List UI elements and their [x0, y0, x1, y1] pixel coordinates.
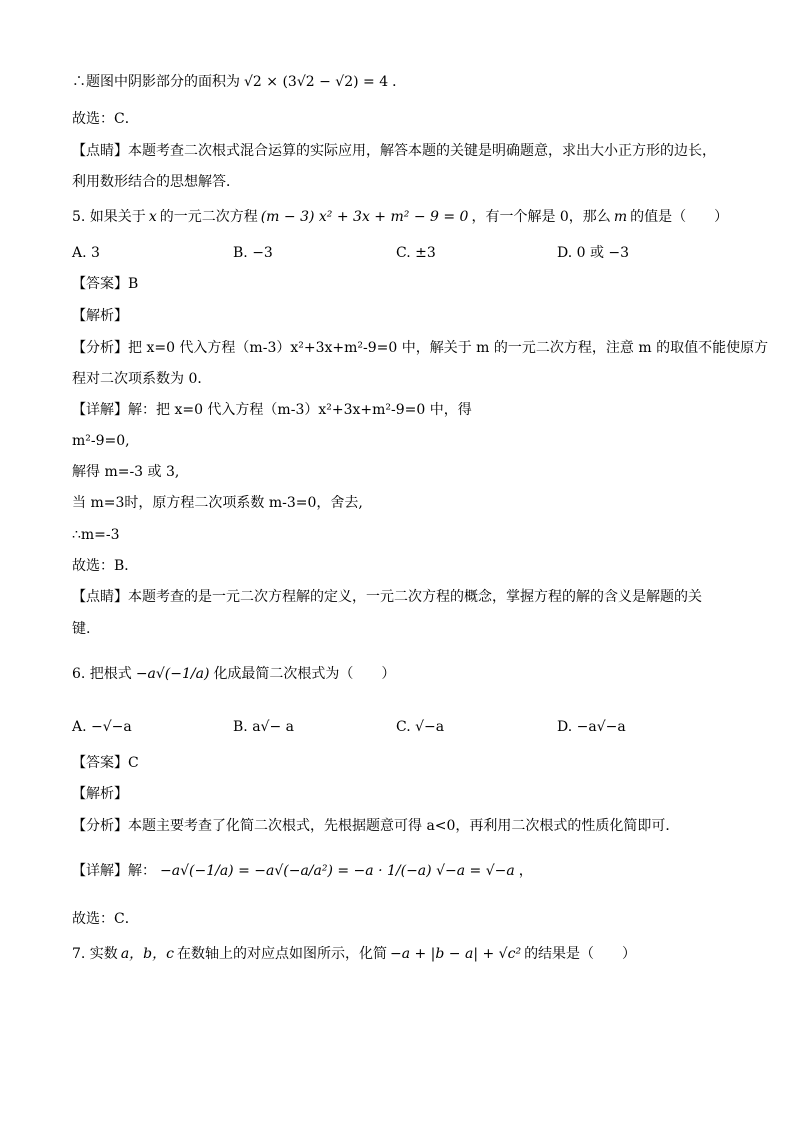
q5-analysis-tag: 【解析】 [72, 308, 128, 324]
q7-stem: 7. 实数 a，b，c 在数轴上的对应点如图所示，化简 −a + |b − a| + √c² 的结果是（ ） [72, 946, 637, 962]
q5-fenxi-1: 【分析】把 x=0 代入方程（m-3）x²+3x+m²-9=0 中，解关于 m 的一元二次方程，注意 m 的取值不能使原方 [72, 340, 769, 356]
q5-stem: 5. 如果关于 x 的一元二次方程 (m − 3) x² + 3x + m² − 9 = 0 ，有一个解是 0，那么 m 的值是（ ） [72, 209, 729, 225]
q5-step-1: m²-9=0, [72, 433, 130, 449]
q6-answer: 【答案】C [72, 755, 139, 771]
q6-analysis-tag: 【解析】 [72, 786, 128, 802]
q6-xiangjie: 【详解】解： −a√(−1/a) = −a√(−a/a²) = −a · 1/(−a) √−a = √−a ， [72, 863, 533, 879]
q5-step-4: ∴m=-3 [72, 527, 120, 543]
q6-choice: 故选：C． [72, 911, 139, 927]
q6-fenxi: 【分析】本题主要考查了化简二次根式，先根据题意可得 a<0，再利用二次根式的性质化简即可． [72, 818, 680, 834]
q5-option-a: A. 3 [72, 245, 100, 261]
q5-xiangjie-1: 【详解】解：把 x=0 代入方程（m-3）x²+3x+m²-9=0 中，得 [72, 402, 472, 418]
q7-expression: −a + |b − a| + √c² [389, 946, 522, 962]
area-formula: √2 × (3√2 − √2) = 4 [244, 74, 389, 90]
q5-step-3: 当 m=3时，原方程二次项系数 m-3=0，舍去, [72, 495, 363, 511]
q5-option-c: C. ±3 [396, 245, 436, 261]
q6-option-b: B. a√− a [233, 719, 294, 735]
area-conclusion: ∴题图中阴影部分的面积为 √2 × (3√2 − √2) = 4 ． [72, 74, 407, 90]
q6-option-d: D. −a√−a [557, 719, 626, 735]
q5-dianjing-2: 键. [72, 621, 91, 637]
dianjing-line-1: 【点睛】本题考查二次根式混合运算的实际应用，解答本题的关键是明确题意，求出大小正方形的边长， [72, 143, 716, 159]
q6-radical-expression: −a√(−1/a) [135, 666, 210, 682]
q6-stem: 6. 把根式 −a√(−1/a) 化成最简二次根式为（ ） [72, 666, 396, 682]
q5-equation: (m − 3) x² + 3x + m² − 9 = 0 [260, 209, 469, 225]
q6-derivation: −a√(−1/a) = −a√(−a/a²) = −a · 1/(−a) √−a = √−a [160, 863, 515, 879]
dianjing-line-2: 利用数形结合的思想解答． [72, 174, 240, 190]
q6-option-c: C. √−a [396, 719, 445, 735]
q5-step-5: 故选：B． [72, 558, 139, 574]
q5-dianjing-1: 【点睛】本题考查的是一元二次方程解的定义，一元二次方程的概念，掌握方程的解的含义是解题的关 [72, 589, 702, 605]
q5-step-2: 解得 m=-3 或 3, [72, 464, 180, 480]
q5-option-b: B. −3 [233, 245, 273, 261]
q5-fenxi-2: 程对二次项系数为 0． [72, 371, 212, 387]
q5-answer: 【答案】B [72, 276, 139, 292]
q6-option-a: A. −√−a [72, 719, 132, 735]
q5-option-d: D. 0 或 −3 [557, 245, 630, 261]
choice-c-line: 故选：C． [72, 111, 139, 127]
dianjing-tag: 【点睛】 [72, 143, 128, 159]
